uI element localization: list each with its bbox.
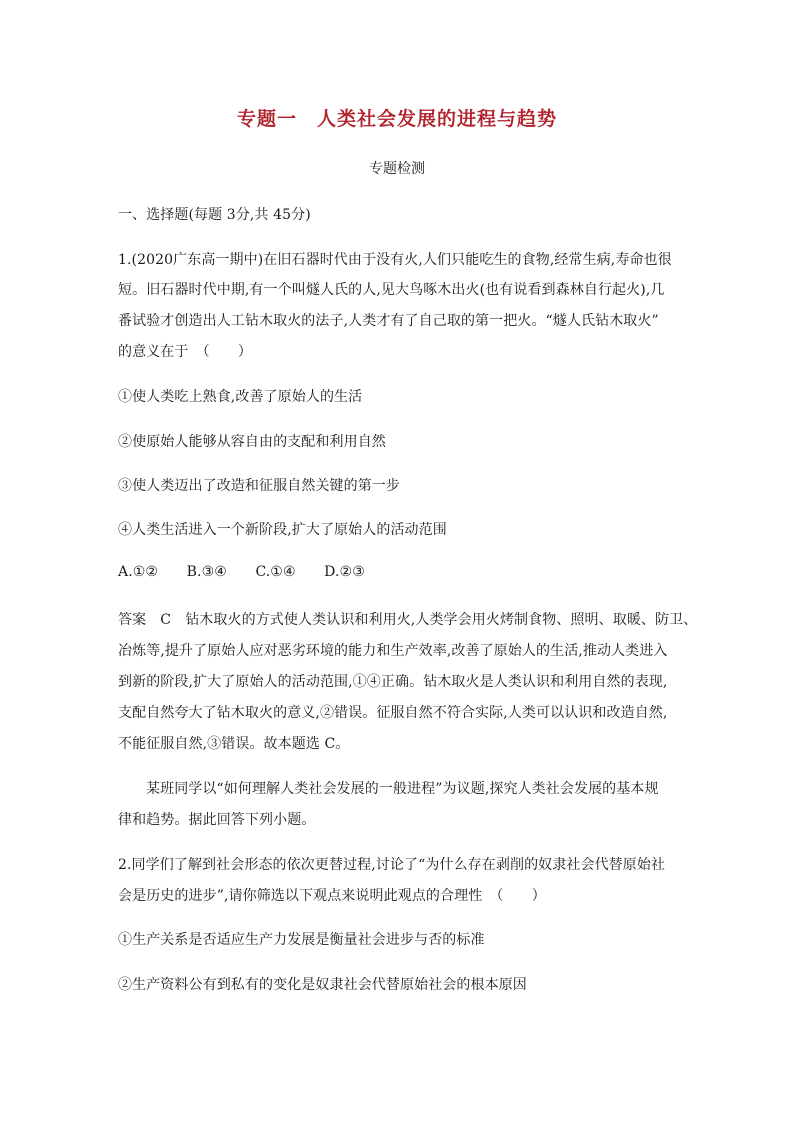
q2-statement-2: ②生产资料公有到私有的变化是奴隶社会代替原始社会的根本原因 — [118, 977, 527, 993]
q1-answer-line-5: 不能征服自然,③错误。故本题选 C。 — [118, 736, 350, 752]
q1-option-b: B.③④ — [186, 564, 227, 580]
q1-stem-line-1: 1.(2020广东高一期中)在旧石器时代由于没有火,人们只能吃生的食物,经常生病,寿命也很 — [118, 252, 672, 268]
q1-stem-line-2: 短。旧石器时代中期,有一个叫燧人氏的人,见大鸟啄木出火(也有说看到森林自行起火),几 — [118, 282, 665, 298]
page-title: 专题一 人类社会发展的进程与趋势 — [236, 108, 557, 130]
q1-option-a: A.①② — [118, 564, 159, 580]
q1-stem-line-4: 的意义在于 （ ） — [118, 344, 252, 360]
q1-stem-line-3: 番试验才创造出人工钻木取火的法子,人类才有了自己取的第一把火。“燧人氏钻木取火” — [118, 313, 659, 329]
q1-statement-3: ③使人类迈出了改造和征服自然关键的第一步 — [118, 478, 400, 494]
q1-answer-line-4: 支配自然夸大了钻木取火的意义,②错误。征服自然不符合实际,人类可以认识和改造自然, — [118, 705, 668, 721]
intro-line-2: 律和趋势。据此回答下列小题。 — [118, 812, 316, 828]
intro-line-1: 某班同学以“如何理解人类社会发展的一般进程”为议题,探究人类社会发展的基本规 — [146, 781, 659, 797]
q1-statement-2: ②使原始人能够从容自由的支配和利用自然 — [118, 434, 386, 450]
section-heading: 一、选择题(每题 3分,共 45分) — [118, 207, 311, 223]
q2-statement-1: ①生产关系是否适应生产力发展是衡量社会进步与否的标准 — [118, 932, 485, 948]
q1-statement-1: ①使人类吃上熟食,改善了原始人的生活 — [118, 389, 363, 405]
q1-option-c: C.①④ — [255, 564, 296, 580]
q1-answer-line-3: 到新的阶段,扩大了原始人的活动范围,①④正确。钻木取火是人类认识和利用自然的表现, — [118, 674, 668, 690]
q1-answer-line-2: 冶炼等,提升了原始人应对恶劣环境的能力和生产效率,改善了原始人的生活,推动人类进入 — [118, 643, 668, 659]
q1-statement-4: ④人类生活进入一个新阶段,扩大了原始人的活动范围 — [118, 522, 447, 538]
page-subtitle: 专题检测 — [369, 161, 425, 177]
q2-stem-line-1: 2.同学们了解到社会形态的依次更替过程,讨论了“为什么存在剥削的奴隶社会代替原始社 — [118, 857, 666, 873]
q1-options — [118, 564, 678, 580]
q1-answer-line-1: 答案 C 钻木取火的方式使人类认识和利用火,人类学会用火烤制食物、照明、取暖、防卫、 — [118, 612, 698, 628]
q2-stem-line-2: 会是历史的进步”,请你筛选以下观点来说明此观点的合理性 （ ） — [118, 888, 546, 904]
q1-option-d: D.②③ — [324, 564, 365, 580]
